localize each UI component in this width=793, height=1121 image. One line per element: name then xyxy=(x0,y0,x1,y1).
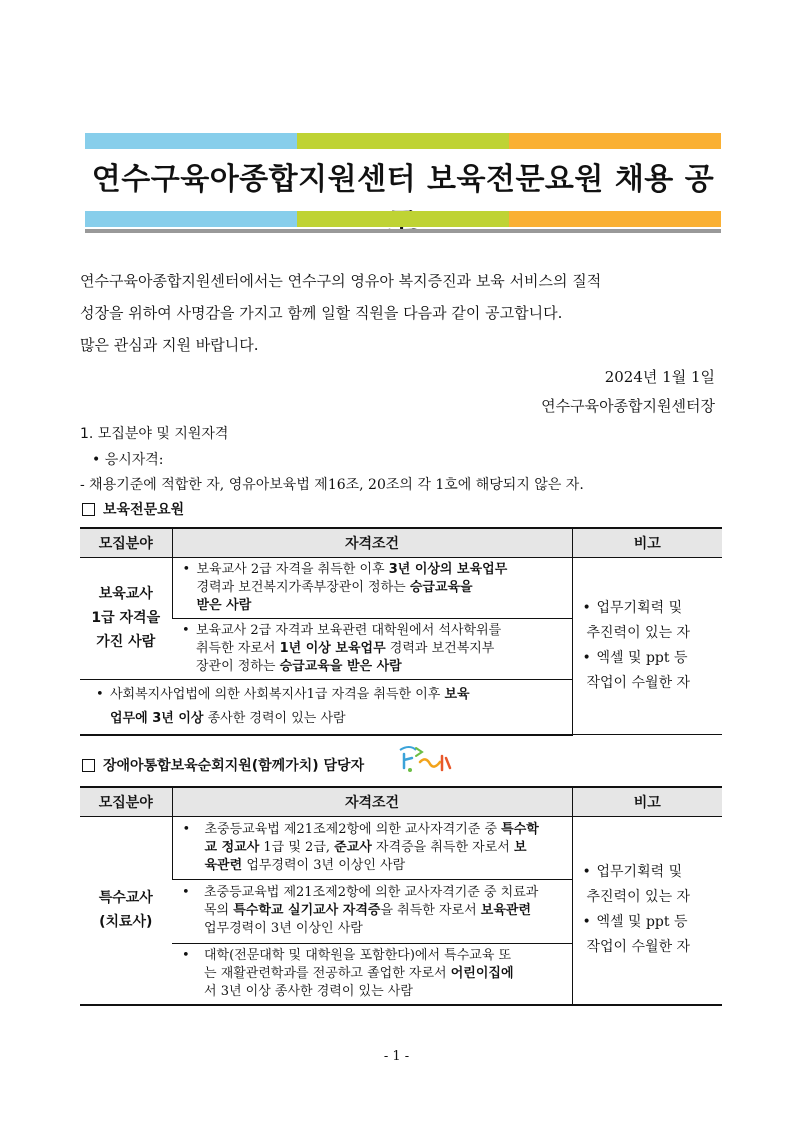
condition-text: 1급 및 2급, xyxy=(259,839,335,855)
condition-bold: 보육 xyxy=(444,686,470,702)
note-cell xyxy=(572,816,722,1005)
condition-bold: 보육관련 xyxy=(480,903,531,918)
column-header: 자격조건 xyxy=(172,787,572,816)
checkbox-square-icon xyxy=(82,503,95,516)
condition-bold: 어린이집에 xyxy=(450,965,514,981)
condition-text: 는 재활관련학과를 전공하고 졸업한 자로서 xyxy=(204,965,451,981)
condition-bold: 특수학 xyxy=(501,821,539,837)
condition-bold: 특수학교 실기교사 자격증 xyxy=(233,903,381,918)
section-heading: 1. 모집분야 및 지원자격 xyxy=(80,426,229,442)
condition-text: 보육교사 2급 자격을 취득한 이후 xyxy=(196,561,389,577)
condition-cell-wide xyxy=(80,679,572,735)
note-cell xyxy=(572,557,722,735)
header-color-bar-bottom xyxy=(85,211,721,227)
condition-bold: 준교사 xyxy=(334,839,372,855)
condition-bold: 받은 사람 xyxy=(196,597,252,613)
bar-segment-blue xyxy=(85,211,297,227)
together-logo-icon xyxy=(396,744,454,774)
condition-cell xyxy=(172,816,572,879)
condition-text: 사회복지사업법에 의한 사회복지사1급 자격을 취득한 이후 xyxy=(110,686,445,702)
column-header: 자격조건 xyxy=(172,528,572,557)
column-header: 비고 xyxy=(572,528,722,557)
bar-segment-orange xyxy=(509,133,721,149)
column-header: 비고 xyxy=(572,787,722,816)
table-childcare-specialist xyxy=(80,527,722,736)
signer: 연수구육아종합지원센터장 xyxy=(541,397,715,415)
condition-text: 업무경력이 3년 이상인 사람 xyxy=(204,921,363,936)
intro-line-1: 연수구육아종합지원센터에서는 연수구의 영유아 복지증진과 보육 서비스의 질적 xyxy=(80,272,602,290)
category-cell xyxy=(80,816,172,1005)
header-color-bar-top xyxy=(85,133,721,149)
condition-bold: 3년 이상의 보육업무 xyxy=(388,561,508,577)
category-text: 특수교사 xyxy=(98,890,153,907)
bar-segment-green xyxy=(297,133,509,149)
note-text: 작업이 수월한 자 xyxy=(586,939,691,956)
condition-bold: 육관련 xyxy=(204,857,243,873)
page-number: - 1 - xyxy=(383,1049,410,1064)
bar-segment-orange xyxy=(509,211,721,227)
bar-segment-blue xyxy=(85,133,297,149)
condition-cell xyxy=(172,879,572,943)
category-cell xyxy=(80,557,172,679)
intro-line-2: 성장을 위하여 사명감을 가지고 함께 일할 직원을 다음과 같이 공고합니다. xyxy=(80,304,563,322)
column-header: 모집분야 xyxy=(80,787,172,816)
eligibility-detail: - 채용기준에 적합한 자, 영유아보육법 제16조, 20조의 각 1호에 해당되지 않은 자. xyxy=(80,477,584,493)
table-inclusive-care xyxy=(80,786,722,1006)
category-text: 가진 사람 xyxy=(96,634,156,650)
condition-cell xyxy=(172,618,572,679)
condition-text: 경력과 보건복지부 xyxy=(385,640,495,656)
announcement-date: 2024년 1월 1일 xyxy=(604,368,715,386)
table1-heading xyxy=(82,499,184,519)
checkbox-square-icon xyxy=(82,759,95,772)
table2-heading xyxy=(82,755,364,775)
condition-text: 대학(전문대학 및 대학원을 포함한다)에서 특수교육 또 xyxy=(204,947,512,963)
bar-segment-green xyxy=(297,211,509,227)
condition-text: 초중등교육법 제21조제2항에 의한 교사자격기준 중 치료과 xyxy=(204,885,539,900)
condition-text: 경력과 보건복지가족부장관이 정하는 xyxy=(196,579,410,595)
condition-cell xyxy=(172,943,572,1005)
condition-text: 서 3년 이상 종사한 경력이 있는 사람 xyxy=(204,983,413,999)
eligibility-bullet: • 응시자격: xyxy=(92,452,164,468)
table1-heading-text: 보육전문요원 xyxy=(103,502,185,518)
condition-bold: 교 정교사 xyxy=(204,839,260,855)
note-text: • 업무기획력 및 xyxy=(583,860,723,885)
condition-text: 을 취득한 자로서 xyxy=(380,903,481,918)
note-text: • 엑셀 및 ppt 등 xyxy=(583,910,723,935)
condition-bold: 1년 이상 보육업무 xyxy=(279,640,386,656)
category-text: 보육교사 xyxy=(98,586,153,602)
note-text: 추진력이 있는 자 xyxy=(586,889,691,906)
condition-text: 목의 xyxy=(204,903,234,918)
condition-text: 장관이 정하는 xyxy=(196,658,280,674)
category-text: 1급 자격을 xyxy=(91,610,161,626)
header-divider xyxy=(85,229,721,233)
column-header: 모집분야 xyxy=(80,528,172,557)
intro-line-3: 많은 관심과 지원 바랍니다. xyxy=(80,336,259,354)
note-text: • 엑셀 및 ppt 등 xyxy=(583,646,723,671)
note-text: 작업이 수월한 자 xyxy=(586,674,691,691)
condition-bold: 업무에 3년 이상 xyxy=(110,710,204,726)
category-text: (치료사) xyxy=(99,914,153,931)
condition-text: 종사한 경력이 있는 사람 xyxy=(203,710,346,726)
condition-text: 보육교사 2급 자격과 보육관련 대학원에서 석사학위를 xyxy=(196,622,502,638)
table2-heading-text: 장애아통합보육순회지원(함께가치) 담당자 xyxy=(103,758,365,774)
condition-bold: 승급교육을 받은 사람 xyxy=(279,658,402,674)
note-text: 추진력이 있는 자 xyxy=(586,624,691,641)
condition-text: 업무경력이 3년 이상인 사람 xyxy=(242,857,406,873)
document-title: 연수구육아종합지원센터 보육전문요원 채용 공 xyxy=(91,162,715,197)
condition-bold: 승급교육을 xyxy=(409,579,473,595)
condition-bold: 보 xyxy=(513,839,527,855)
condition-text: 초중등교육법 제21조제2항에 의한 교사자격기준 중 xyxy=(204,821,502,837)
condition-cell xyxy=(172,557,572,618)
note-text: • 업무기획력 및 xyxy=(583,596,723,621)
condition-text: 자격증을 취득한 자로서 xyxy=(371,839,514,855)
condition-text: 취득한 자로서 xyxy=(196,640,280,656)
